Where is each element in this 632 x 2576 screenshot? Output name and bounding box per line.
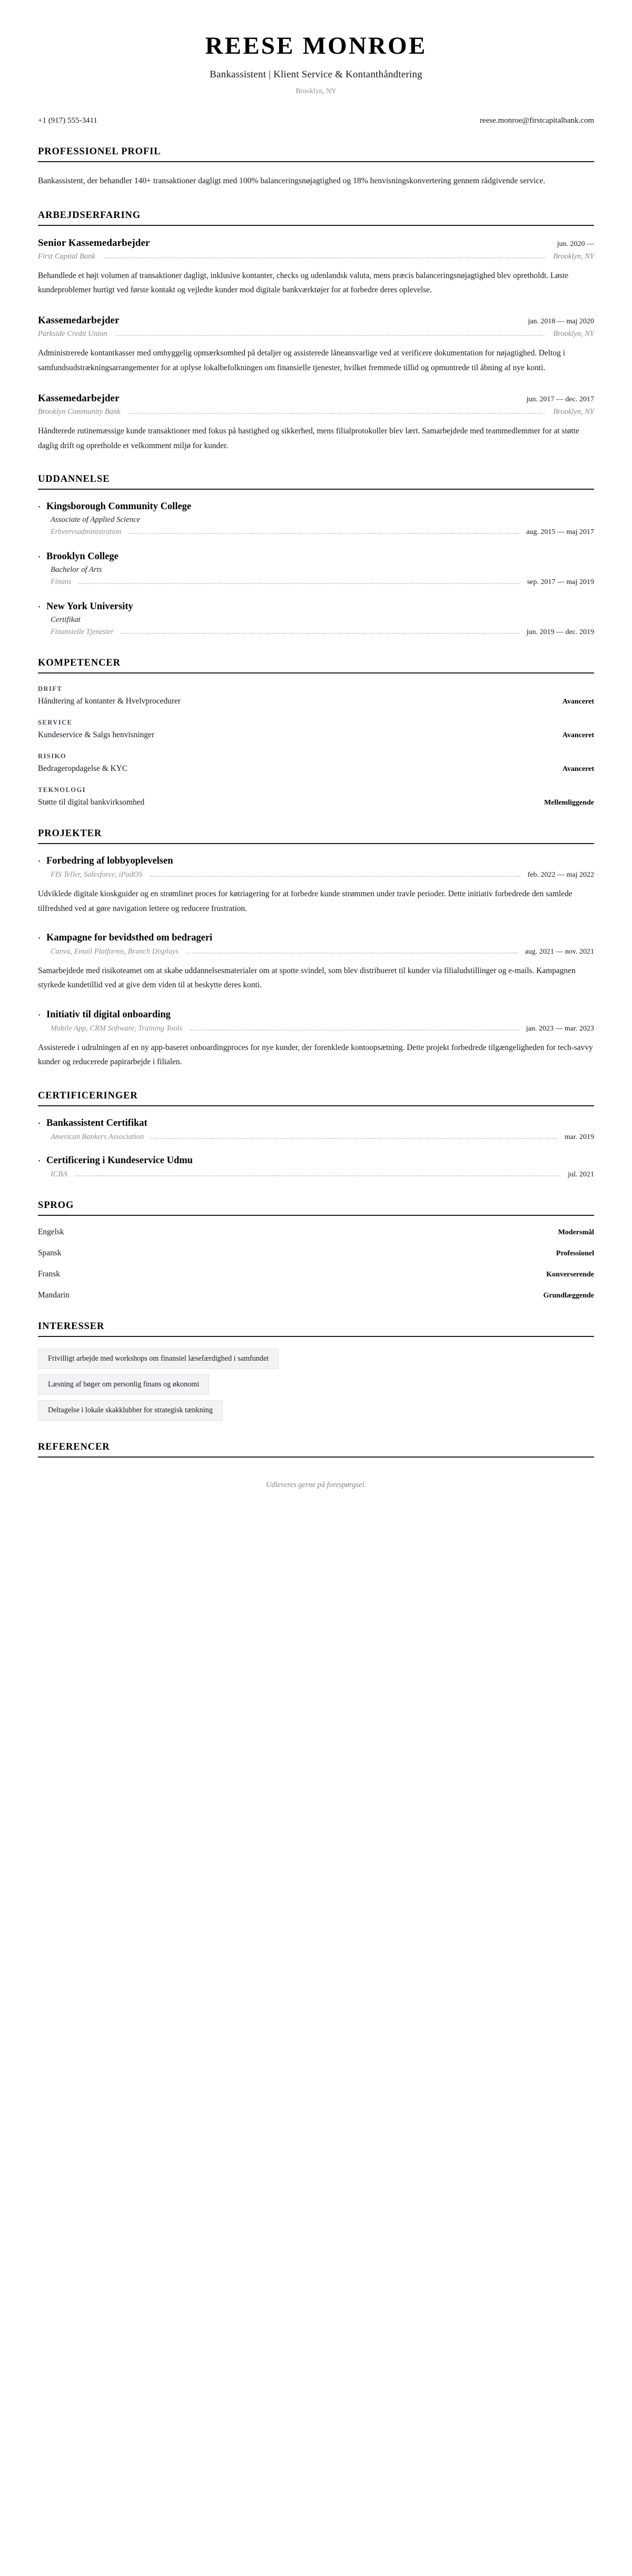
project-name: Kampagne for bevidsthed om bedrageri — [46, 932, 213, 943]
experience-subheader — [38, 330, 594, 339]
education-degree: Certifikat — [51, 616, 81, 625]
language-row — [38, 1227, 594, 1237]
project-meta-row — [51, 947, 594, 956]
resume-header — [38, 27, 594, 125]
skill-category: SERVICE — [38, 719, 73, 727]
skill-name: Kundeservice & Salgs henvisninger — [38, 730, 154, 740]
experience-location: Brooklyn, NY — [553, 252, 594, 261]
experience-date: jun. 2017 — dec. 2017 — [526, 395, 594, 404]
education-meta-row — [51, 628, 594, 637]
project-date: feb. 2022 — maj 2022 — [527, 871, 594, 879]
contact-email[interactable]: reese.monroe@firstcapitalbank.com — [479, 116, 594, 125]
dotted-leader — [186, 952, 518, 954]
skill-level: Avanceret — [562, 698, 594, 706]
references-note: Udleveres gerne på forespørgsel. — [265, 1480, 367, 1489]
skill-level: Mellemliggende — [544, 799, 594, 807]
dotted-leader — [104, 257, 545, 259]
experience-description: Håndterede rutinemæssige kunde transaktioner med fokus på hastighed og sikkerhed, mens filialprotokoller blev lært. Samarbejdede med teammedlemmer for at støtte daglig drift og opretholde et velkomment miljø for kunder. — [38, 427, 579, 450]
education-school-row — [38, 551, 594, 562]
skill-row — [38, 730, 594, 740]
section-title-profile: PROFESSIONEL PROFIL — [38, 146, 161, 157]
dotted-leader — [121, 632, 519, 634]
project-description: Assisterede i udrulningen af en ny app-baseret onboardingproces for nye kunder, der forenklede kontoopsætning. Dette projekt forbedrede tilgængeligheden for tech-savvy kunder og reducerede papirarbejde i filialen. — [38, 1043, 593, 1067]
project-name: Initiativ til digital onboarding — [46, 1009, 171, 1020]
experience-header — [38, 237, 594, 249]
certification-name-row — [38, 1118, 594, 1129]
section-title-projects: PROJEKTER — [38, 828, 102, 839]
language-name: Fransk — [38, 1269, 60, 1279]
interest-pill: Læsning af bøger om personlig finans og økonomi — [38, 1374, 209, 1395]
section-title-interests: INTERESSER — [38, 1321, 105, 1332]
section-divider — [38, 843, 594, 844]
experience-header — [38, 393, 594, 404]
skill-category: TEKNOLOGI — [38, 786, 86, 794]
section-projects — [38, 828, 594, 1069]
language-level: Professionel — [556, 1249, 594, 1257]
education-item — [38, 501, 594, 537]
section-profile — [38, 146, 594, 189]
skill-group — [38, 786, 594, 807]
contact-row — [38, 116, 594, 125]
experience-date: jun. 2020 — — [557, 240, 594, 248]
interest-pill: Deltagelse i lokale skakklubber for strategisk tænkning — [38, 1400, 223, 1421]
dotted-leader — [129, 412, 545, 414]
experience-company: Brooklyn Community Bank — [38, 408, 121, 417]
project-date: aug. 2021 — nov. 2021 — [525, 947, 594, 956]
section-skills — [38, 658, 594, 807]
education-school: Kingsborough Community College — [46, 501, 192, 512]
certification-name: Bankassistent Certifikat — [46, 1117, 147, 1128]
section-title-certifications: CERTIFICERINGER — [38, 1090, 138, 1101]
section-divider — [38, 1215, 594, 1216]
project-name: Forbedring af lobbyoplevelsen — [46, 856, 173, 867]
education-degree: Associate of Applied Science — [51, 516, 141, 524]
skill-category: DRIFT — [38, 685, 63, 693]
experience-location: Brooklyn, NY — [553, 330, 594, 339]
section-interests — [38, 1321, 594, 1421]
section-title-languages: SPROG — [38, 1200, 74, 1211]
education-field: Erhvervsadministration — [51, 528, 122, 537]
section-experience — [38, 210, 594, 453]
education-school: New York University — [46, 601, 133, 612]
certification-issuer: ICBA — [51, 1170, 67, 1178]
project-name-row — [38, 933, 594, 944]
section-divider — [38, 1336, 594, 1337]
education-school-row — [38, 501, 594, 512]
project-name-row — [38, 856, 594, 867]
section-title-skills: KOMPETENCER — [38, 658, 121, 669]
section-divider — [38, 225, 594, 226]
skill-row — [38, 764, 594, 774]
section-divider — [38, 1105, 594, 1106]
project-meta-row — [51, 1024, 594, 1033]
section-title-experience: ARBEJDSERFARING — [38, 210, 141, 221]
section-certifications — [38, 1091, 594, 1179]
project-item — [38, 1009, 594, 1069]
bullet-icon: · — [38, 857, 41, 866]
certification-date: mar. 2019 — [565, 1133, 594, 1141]
experience-subheader — [38, 408, 594, 417]
language-row — [38, 1270, 594, 1279]
project-tools: FIS Teller, Salesforce, iPadOS — [51, 870, 143, 879]
project-meta-row — [51, 870, 594, 879]
experience-role: Kassemedarbejder — [38, 393, 120, 404]
skill-group — [38, 719, 594, 740]
certification-name: Certificering i Kundeservice Udmu — [46, 1155, 193, 1166]
skill-name: Støtte til digital bankvirksomhed — [38, 798, 145, 807]
bullet-icon: · — [38, 934, 41, 943]
education-item — [38, 601, 594, 637]
experience-item — [38, 393, 594, 453]
education-date: sep. 2017 — maj 2019 — [527, 578, 594, 587]
experience-role: Kassemedarbejder — [38, 315, 120, 326]
project-tools: Mobile App, CRM Software, Training Tools — [51, 1024, 183, 1033]
section-education — [38, 474, 594, 637]
section-divider — [38, 1457, 594, 1458]
candidate-headline: Bankassistent | Klient Service & Kontanthåndtering — [210, 68, 422, 80]
language-name: Engelsk — [38, 1227, 64, 1236]
language-row — [38, 1291, 594, 1300]
language-name: Spansk — [38, 1248, 62, 1257]
interest-pill: Frivilligt arbejde med workshops om finansiel læsefærdighed i samfundet — [38, 1349, 279, 1369]
skill-row — [38, 798, 594, 807]
education-school: Brooklyn College — [46, 551, 118, 562]
certification-item — [38, 1155, 594, 1179]
certification-issuer: American Bankers Association — [51, 1132, 144, 1141]
education-field: Finansielle Tjenester — [51, 628, 114, 637]
dotted-leader — [78, 582, 519, 584]
language-name: Mandarin — [38, 1290, 70, 1300]
education-meta-row — [51, 528, 594, 537]
language-level: Grundlæggende — [543, 1291, 594, 1300]
experience-subheader — [38, 252, 594, 261]
project-date: jan. 2023 — mar. 2023 — [526, 1024, 594, 1033]
project-description: Samarbejdede med risikoteamet om at skabe uddannelsesmaterialer om at spotte svindel, som blev distribueret til kunder via filialudstillinger og e-mails. Kampagnen styrkede kundetillid ved at give dem viden til at beskytte deres konti. — [38, 966, 576, 990]
experience-location: Brooklyn, NY — [553, 408, 594, 417]
section-references — [38, 1442, 594, 1490]
dotted-leader — [116, 334, 545, 336]
skill-row — [38, 697, 594, 706]
candidate-location: Brooklyn, NY — [295, 86, 337, 95]
dotted-leader — [150, 875, 520, 877]
education-school-row — [38, 601, 594, 612]
skill-level: Avanceret — [562, 765, 594, 774]
section-divider — [38, 489, 594, 490]
education-date: aug. 2015 — maj 2017 — [526, 528, 594, 537]
dotted-leader — [75, 1175, 560, 1176]
experience-description: Administrerede kontantkasser med omhyggelig opmærksomhed på detaljer og assisterede låneansvarlige ved at verificere dokumentation for nøjagtighed. Deltog i samfundsudstrækningsarrangementer for at oplyse lokalbefolkningen om finansielle tjenester, hvilket fremmede tillid og opmuntrede til åbning af nye konti. — [38, 349, 565, 372]
bullet-icon: · — [38, 1156, 41, 1165]
education-meta-row — [51, 578, 594, 587]
contact-phone[interactable]: +1 (917) 555-3411 — [38, 116, 97, 125]
candidate-name: REESE MONROE — [205, 32, 427, 60]
experience-item — [38, 315, 594, 375]
language-level: Konverserende — [546, 1270, 594, 1279]
bullet-icon: · — [38, 1119, 41, 1128]
dotted-leader — [151, 1137, 557, 1139]
education-field: Finans — [51, 578, 72, 587]
education-date: jun. 2019 — dec. 2019 — [526, 628, 594, 637]
bullet-icon: · — [38, 1010, 41, 1019]
bullet-icon: · — [38, 603, 41, 612]
project-description: Udviklede digitale kioskguider og en strømlinet proces for køtriagering for at forbedre kunde strømmen under travle perioder. Dette initiativ forbedrede den samlede tilfredshed ved at gøre navigation lettere og reducere frustration. — [38, 889, 572, 913]
education-item — [38, 551, 594, 587]
language-row — [38, 1249, 594, 1258]
bullet-icon: · — [38, 553, 41, 562]
experience-header — [38, 315, 594, 326]
certification-meta-row — [51, 1133, 594, 1142]
skill-group — [38, 685, 594, 706]
skill-name: Bedrageropdagelse & KYC — [38, 764, 128, 774]
project-name-row — [38, 1009, 594, 1021]
skill-name: Håndtering af kontanter & Hvelvprocedurer — [38, 697, 181, 706]
section-title-references: REFERENCER — [38, 1441, 110, 1452]
dotted-leader — [129, 532, 519, 534]
section-divider — [38, 672, 594, 673]
skill-group — [38, 752, 594, 774]
experience-item — [38, 237, 594, 298]
project-item — [38, 856, 594, 916]
section-languages — [38, 1200, 594, 1300]
experience-description: Behandlede et højt volumen af transaktioner dagligt, inklusive kontanter, checks og udenlandsk valuta, mens præcis balanceringsnøjagtighed blev opretholdt. Løste kundeproblemer hurtigt ved første kontakt og vejledte kunder mod digitale bankværktøjer for at forbedre deres oplevelse. — [38, 271, 569, 295]
dotted-leader — [190, 1029, 519, 1031]
language-level: Modersmål — [558, 1228, 594, 1236]
skill-level: Avanceret — [562, 731, 594, 740]
experience-company: First Capital Bank — [38, 252, 95, 261]
experience-company: Parkside Credit Union — [38, 330, 107, 339]
certification-date: jul. 2021 — [568, 1170, 594, 1178]
certification-meta-row — [51, 1170, 594, 1179]
education-degree: Bachelor of Arts — [51, 566, 102, 574]
certification-item — [38, 1118, 594, 1142]
bullet-icon: · — [38, 503, 41, 512]
project-item — [38, 933, 594, 993]
certification-name-row — [38, 1155, 594, 1166]
section-divider — [38, 161, 594, 162]
skill-category: RISIKO — [38, 752, 66, 760]
profile-summary: Bankassistent, der behandler 140+ transaktioner dagligt med 100% balanceringsnøjagtighed og 18% henvisningskonvertering gennem rådgivende service. — [38, 176, 546, 185]
section-title-education: UDDANNELSE — [38, 474, 110, 485]
experience-date: jan. 2018 — maj 2020 — [528, 318, 594, 326]
experience-role: Senior Kassemedarbejder — [38, 237, 150, 249]
project-tools: Canva, Email Platforms, Branch Displays — [51, 947, 179, 956]
interest-list — [38, 1349, 594, 1421]
